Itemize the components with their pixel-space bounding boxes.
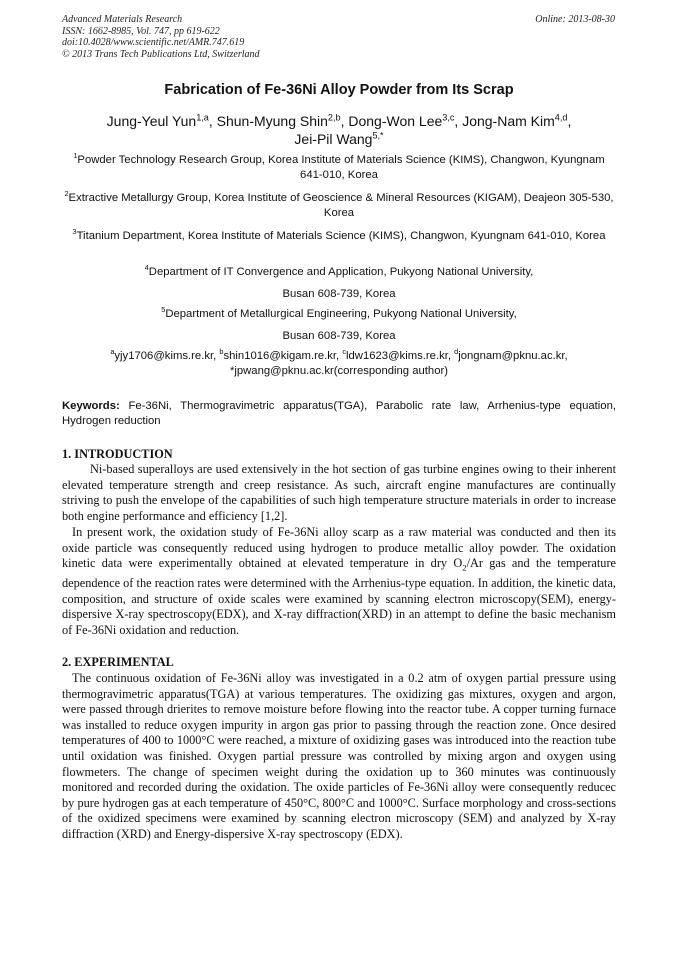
issn: ISSN: 1662-8985, Vol. 747, pp 619-622 xyxy=(62,25,220,37)
intro-paragraph-1: Ni-based superalloys are used extensively in the hot section of gas turbine engines owing to their inherent elevated temperature strength and creep resistance. As such, aircraft engine manufactures are continually striving to push the envelope of the capabilities of such high temperature structure materials in order to increase both engine performance and efficiency [1,2]. xyxy=(62,462,616,523)
email: $^b$shin1016@kigam.re.kr, xyxy=(219,347,343,362)
author: Shun-Myung Shin$^{2,b}$, xyxy=(216,112,349,129)
paper-title: Fabrication of Fe-36Ni Alloy Powder from Its Scrap xyxy=(164,82,514,98)
section-heading-experimental: 2. EXPERIMENTAL xyxy=(62,655,174,669)
affiliation-2: $^2$Extractive Metallurgy Group, Korea Institute of Geoscience & Mineral Resources (KIGAM), Deajeon 305-530, Korea xyxy=(64,189,614,219)
email-list xyxy=(62,349,616,378)
email: $^a$yjy1706@kims.re.kr, xyxy=(110,347,220,362)
affiliation-4-city: Busan 608-739, Korea xyxy=(282,288,396,300)
keywords-text: Fe-36Ni, Thermogravimetric apparatus(TGA), Parabolic rate law, Arrhenius-type equation, Hydrogen reduction xyxy=(62,400,616,427)
author-list xyxy=(62,113,616,148)
affiliation-5: $^5$Department of Metallurgical Engineering, Pukyong National University, xyxy=(161,305,517,320)
affiliation-3: $^3$Titanium Department, Korea Institute of Materials Science (KIMS), Changwon, Kyungnam 641-010, Korea xyxy=(72,227,606,242)
journal-meta xyxy=(62,14,260,60)
affiliation-5-city: Busan 608-739, Korea xyxy=(282,330,396,342)
email: $^d$jongnam@pknu.ac.kr, xyxy=(454,347,568,362)
doi: doi:10.4028/www.scientific.net/AMR.747.619 xyxy=(62,37,245,48)
experimental-paragraph-1: The continuous oxidation of Fe-36Ni alloy was investigated in a 0.2 atm of oxygen partial pressure using thermogravimetric apparatus(TGA) at various temperatures. The oxidizing gas mixtures, oxygen and argon, were passed through drierites to remove moisture before flowing into the reactor tube. A copper turning furnace was installed to reduce oxygen impurity in argon gas prior to passing through the reaction zone. Once desired temperatures of 400 to 1000°C were reached, a mixture of oxidizing gases was introduced into the reaction tube until oxidation was finished. Oxygen partial pressure was controlled by mixing argon and oxygen using flowmeters. The change of specimen weight during the oxidation up to 360 minutes was continuously monitored and recorded during the oxidation. The oxide particles of Fe-36Ni alloy were consequently reducec by pure hydrogen gas at each temperature of 450°C, 800°C and 1000°C. Surface morphology and cross-sections of the oxidized specimens were examined by scanning electron microscopy (SEM) and analyzed by X-ray diffraction (XRD) and Energy-dispersive X-ray spectroscopy (EDX). xyxy=(62,671,616,841)
keywords-label: Keywords: xyxy=(62,400,120,412)
section-heading-introduction: 1. INTRODUCTION xyxy=(62,447,173,461)
journal-name: Advanced Materials Research xyxy=(62,14,183,25)
email: $^c$ldw1623@kims.re.kr, xyxy=(342,347,455,362)
affiliation-1: $^1$Powder Technology Research Group, Korea Institute of Materials Science (KIMS), Changwon, Kyungnam 641-010, Korea xyxy=(73,151,605,181)
online-date: Online: 2013-08-30 xyxy=(535,14,615,25)
corresponding-email: *jpwang@pknu.ac.kr(corresponding author) xyxy=(229,364,449,377)
author: Dong-Won Lee$^{3,c}$, xyxy=(348,112,463,129)
keywords xyxy=(62,399,616,428)
author: Jung-Yeul Yun$^{1,a}$, xyxy=(106,112,217,129)
intro-paragraph-2: In present work, the oxidation study of Fe-36Ni alloy scarp as a raw material was conducted and then its oxide particle was consequently reduced using hydrogen to produce metallic alloy powder. The oxidation kinetic data were experimentally obtained at elevated temperature in dry $O_2/Ar$ gas and the temperature dependence of the reaction rates were determined with the Arrhenius-type equation. In addition, the kinetic data, composition, and structure of oxide scales were examined by scanning electron microscopy(SEM), energy-dispersive X-ray spectroscopy(EDX), and X-ray diffraction(XRD) in an attempt to define the basic mechanism of Fe-36Ni oxidation and reduction. xyxy=(62,525,617,638)
author: Jong-Nam Kim$^{4,d}$, xyxy=(462,112,572,129)
copyright: © 2013 Trans Tech Publications Ltd, Switzerland xyxy=(62,48,260,60)
author: Jei-Pil Wang$^{5,*}$ xyxy=(294,129,384,147)
affiliation-4: $^4$Department of IT Convergence and Application, Pukyong National University, xyxy=(144,263,534,278)
